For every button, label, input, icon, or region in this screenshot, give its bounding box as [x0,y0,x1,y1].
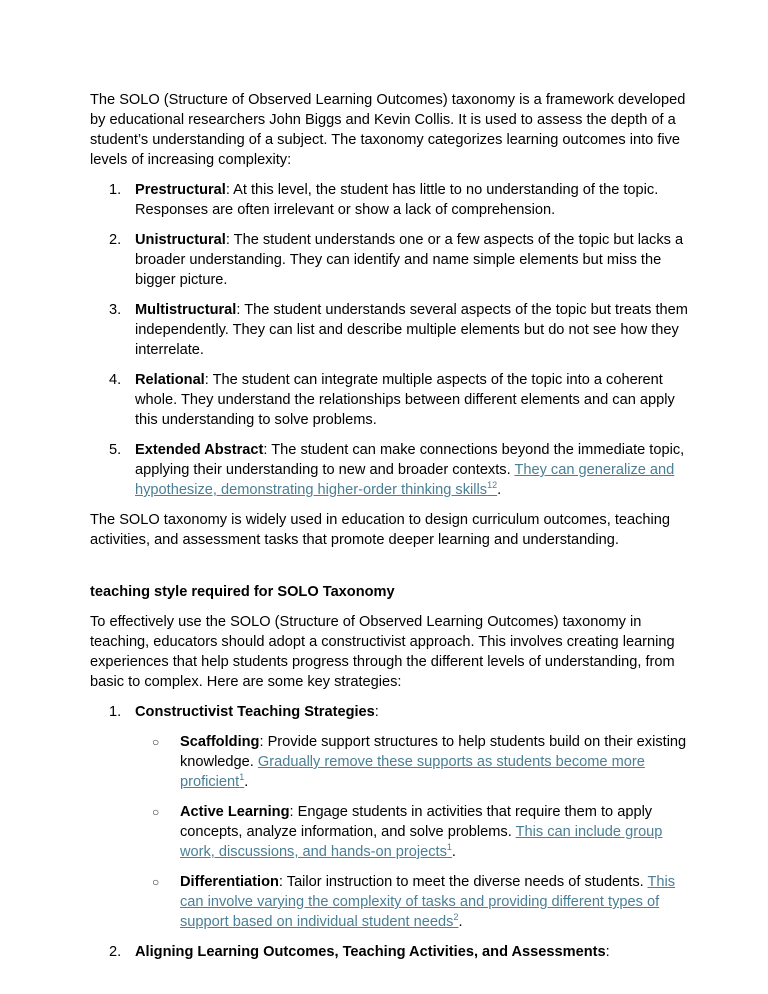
level-description: : At this level, the student has little to no understanding of the topic. Responses are often irrelevant or show a lack of comprehension. [135,182,659,218]
level-term: Relational [135,372,205,388]
footnote-ref: 12 [487,480,498,491]
sub-item-active-learning: ○ Active Learning: Engage students in activities that require them to apply concepts, analyze information, and solve problems. This can include group work, discussions, and hands-on projects$^1$. [152,804,663,860]
footnote-ref: 1 [446,842,452,853]
list-item-relational [90,370,690,430]
sub-item-differentiation: ○ Differentiation: Tailor instruction to meet the diverse needs of students. This can involve varying the complexity of tasks and providing different types of support based on individual student needs$^2$. [152,874,676,930]
sub-term: Active Learning [180,804,290,820]
list-item-unistructural [90,230,690,290]
sub-description: : Engage students in activities that require them to apply concepts, analyze information, and solve problems. [180,804,653,840]
document-page [90,90,690,972]
list-number: 2. [109,944,122,960]
list-number: 2. [109,232,122,248]
level-term: Unistructural [135,232,226,248]
footnote-ref: 2 [453,912,459,923]
list-number: 5. [109,442,122,458]
strategy-title: Aligning Learning Outcomes, Teaching Activities, and Assessments [135,944,606,960]
level-term: Prestructural [135,182,226,198]
level-description: : The student can integrate multiple aspects of the topic into a coherent whole. They understand the relationships between different elements and can apply this understanding to solve problems. [135,372,675,428]
hollow-bullet-icon: ○ [152,735,160,749]
intro-paragraph: The SOLO (Structure of Observed Learning Outcomes) taxonomy is a framework developed by educational researchers John Biggs and Kevin Collis. It is used to assess the depth of a student’s understanding of a subject. The taxonomy categorizes learning outcomes into five levels of increasing complexity: [90,92,686,168]
hollow-bullet-icon: ○ [152,875,160,889]
strategy-title: Constructivist Teaching Strategies [135,704,375,720]
citation-link-text: This can include group work, discussions, and hands-on projects [180,824,663,860]
summary-paragraph: The SOLO taxonomy is widely used in education to design curriculum outcomes, teaching activities, and assessment tasks that promote deeper learning and understanding. [90,512,670,548]
citation-link-text: They can generalize and hypothesize, demonstrating higher-order thinking skills [135,462,675,498]
strategies-list [90,702,690,962]
list-item-multistructural [90,300,690,360]
sub-item-scaffolding: ○ Scaffolding: Provide support structures to help students build on their existing knowledge. Gradually remove these supports as students become more proficient$^1$. [152,734,687,790]
list-item-prestructural [90,180,690,220]
sub-strategies-list [135,732,690,932]
level-description: : The student can make connections beyond the immediate topic, applying their understanding to new and broader contexts. [135,442,685,478]
level-term: Extended Abstract [135,442,264,458]
sub-term: Differentiation [180,874,279,890]
sub-description: : Tailor instruction to meet the diverse needs of students. [278,874,648,890]
footnote-ref: 1 [239,772,245,783]
list-item-aligning: 2. Aligning Learning Outcomes, Teaching Activities, and Assessments: [109,944,610,960]
sub-description: : Provide support structures to help students build on their existing knowledge. [180,734,687,770]
section-heading: teaching style required for SOLO Taxonomy [90,584,395,600]
citation-link-text: This can involve varying the complexity of tasks and providing different types of support based on individual student needs [180,874,676,930]
citation-link-text: Gradually remove these supports as students become more proficient [180,754,645,790]
list-number: 4. [109,372,122,388]
list-item-constructivist: 1. Constructivist Teaching Strategies: ○ Scaffolding: Provide support structures to help students build on their existing knowledge. Gradually remove these supports as students become more proficient$^1$. ○ Active Learning: Engage students in activities that require them to apply concepts, analyze information, and solve problems. This can include group work, discussions, and hands-on projects$^1$. ○ Differentiation: Tailor instruction to meet the diverse needs of students. This can involve varying the complexity of tasks and providing different types of support based on individual student needs$^2$. [90,702,690,932]
list-item-extended-abstract: 5. Extended Abstract: The student can make connections beyond the immediate topic, applying their understanding to new and broader contexts. They can generalize and hypothesize, demonstrating higher-order thinking skills$^{12}$. [109,442,685,498]
level-description: : The student understands one or a few aspects of the topic but lacks a broader understanding. They can identify and name simple elements but miss the bigger picture. [135,232,684,288]
hollow-bullet-icon: ○ [152,805,160,819]
list-number: 1. [109,704,122,720]
sub-term: Scaffolding [180,734,260,750]
list-number: 1. [109,182,122,198]
level-description: : The student understands several aspects of the topic but treats them independently. They can list and describe multiple elements but do not see how they interrelate. [135,302,688,358]
teaching-intro-paragraph: To effectively use the SOLO (Structure of Observed Learning Outcomes) taxonomy in teaching, educators should adopt a constructivist approach. This involves creating learning experiences that help students progress through the different levels of understanding, from basic to complex. Here are some key strategies: [90,614,675,690]
solo-levels-list [90,180,690,500]
list-number: 3. [109,302,122,318]
level-term: Multistructural [135,302,237,318]
